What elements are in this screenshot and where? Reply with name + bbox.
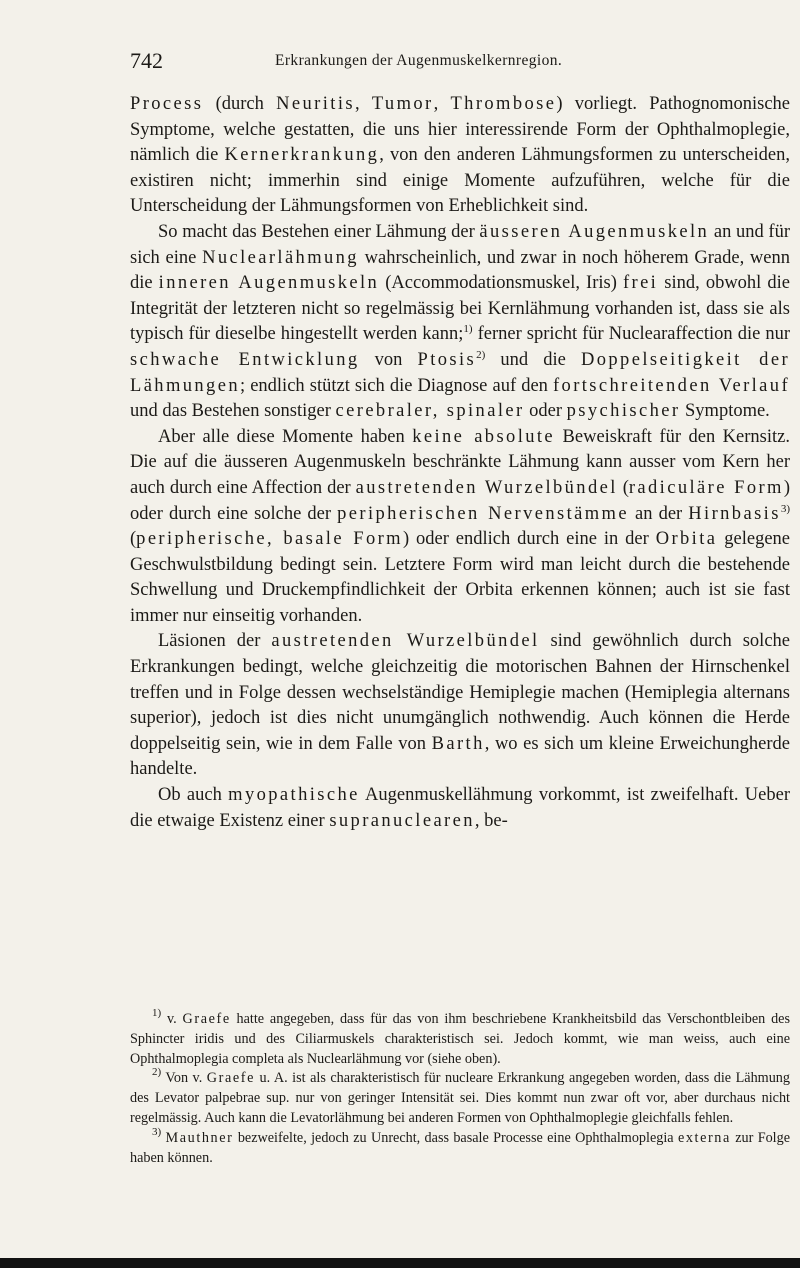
- text-run: Symptome.: [680, 401, 770, 422]
- footnote: [130, 1066, 790, 1128]
- text-run: an der: [628, 503, 689, 524]
- text-run: von: [359, 349, 418, 370]
- paragraph: [130, 92, 790, 220]
- text-run: v.: [161, 1011, 183, 1027]
- emphasized-text: psychischer: [566, 401, 681, 422]
- footnote-marker: 2): [476, 348, 486, 361]
- emphasized-text: Process: [130, 94, 204, 114]
- running-head: Erkrankungen der Augenmuskelkernregion.: [275, 52, 563, 69]
- emphasized-text: Orbita: [655, 529, 718, 550]
- text-run: Von v.: [161, 1070, 207, 1087]
- emphasized-text: myopathische: [228, 785, 360, 806]
- emphasized-text: inneren Augenmuskeln: [158, 273, 380, 294]
- text-run: und das Bestehen sonstiger: [130, 401, 336, 422]
- footnote-marker: 2): [152, 1066, 162, 1079]
- text-run: ,: [433, 94, 451, 114]
- emphasized-text: Barth: [431, 733, 485, 754]
- text-run: (: [130, 529, 137, 550]
- page-bottom-edge: [0, 1258, 800, 1268]
- emphasized-text: Hirnbasis: [688, 503, 781, 524]
- text-run: So macht das Bestehen einer Lähmung der: [158, 221, 480, 242]
- emphasized-text: externa: [677, 1129, 731, 1146]
- emphasized-text: Mauthner: [165, 1129, 234, 1146]
- paragraph: [130, 783, 790, 834]
- emphasized-text: cerebraler, spinaler: [335, 401, 525, 422]
- text-run: gelegene Geschwulstbildung bedingt sein. Letztere Form wird man leicht durch die bestehende Schwellung und Druckempfindlichkeit der Orbita erkennen können; auch ist sie fast immer nur einseitig vorhanden.: [130, 529, 790, 626]
- emphasized-text: keine absolute: [412, 426, 556, 447]
- page-header: [130, 48, 690, 78]
- text-run: an und für sich eine: [130, 221, 790, 268]
- footnote: [130, 1007, 790, 1069]
- emphasized-text: Graefe: [182, 1011, 231, 1027]
- footnote: [130, 1125, 791, 1169]
- footnote-marker: 1): [463, 323, 473, 336]
- text-run: sind gewöhnlich durch solche Erkrankungen bedingt, welche gleichzeitig die motorischen Bahnen der Hirnschenkel treffen und in Folge dessen wechselständige Hemiplegie machen (Hemiplegia alternans superior), jedoch ist dies nicht unumgänglich nothwendig. Auch können die Herde doppelseitig sein, wie in dem Falle von: [130, 631, 790, 754]
- emphasized-text: peripherischen Nervenstämme: [337, 503, 629, 524]
- text-run: ) oder durch eine solche der: [130, 477, 790, 524]
- emphasized-text: Tumor: [371, 94, 434, 114]
- emphasized-text: Neuritis: [276, 94, 355, 114]
- text-run: , be-: [474, 810, 508, 831]
- text-run: sind, obwohl die Integrität der letzteren nicht so regelmässig bei Kernlähmung vorhanden ist, dass sie als typisch für dieselbe hingestellt werden kann;: [130, 273, 790, 345]
- emphasized-text: austretenden Wurzelbündel: [271, 631, 540, 652]
- emphasized-text: supranuclearen: [329, 810, 475, 831]
- text-run: (: [617, 477, 629, 498]
- footnote-marker: 3): [152, 1125, 162, 1138]
- body-text: [130, 92, 790, 834]
- text-run: (durch: [203, 94, 277, 114]
- text-run: Beweiskraft für den Kernsitz. Die auf die äusseren Augenmuskeln beschränkte Lähmung kann ausser vom Kern her auch durch eine Affection der: [130, 426, 790, 498]
- footnote-marker: 3): [780, 502, 790, 515]
- emphasized-text: frei: [622, 273, 659, 294]
- emphasized-text: schwache Entwicklung: [130, 349, 360, 370]
- text-run: ) vorliegt. Pathognomonische Symptome, welche gestatten, die uns hier interessirende Form der Ophthalmoplegie, nämlich die: [130, 94, 791, 166]
- text-run: ; endlich stützt sich die Diagnose auf den: [239, 375, 553, 396]
- text-run: wahrscheinlich, und zwar in noch höherem Grade, wenn die: [130, 247, 790, 294]
- emphasized-text: Doppelseitigkeit der Lähmungen: [130, 349, 791, 396]
- footnote-marker: 1): [152, 1007, 162, 1019]
- text-run: , von den anderen Lähmungsformen zu unterscheiden, existiren nicht; immerhin sind einige Momente aufzuführen, welche für die Unterscheidung der Lähmungsformen von Erheblichkeit sind.: [130, 145, 790, 217]
- text-run: und die: [485, 349, 581, 370]
- emphasized-text: Nuclearlähmung: [202, 247, 359, 268]
- text-run: ,: [354, 94, 372, 114]
- emphasized-text: Thrombose: [450, 94, 557, 114]
- emphasized-text: Graefe: [206, 1070, 255, 1087]
- text-run: ) oder endlich durch eine in der: [402, 529, 656, 550]
- page-number: 742: [130, 48, 163, 73]
- emphasized-text: Ptosis: [417, 349, 477, 370]
- emphasized-text: peripherische, basale Form: [136, 529, 403, 550]
- emphasized-text: radiculäre Form: [628, 477, 784, 498]
- text-run: Ob auch: [158, 785, 229, 806]
- text-run: (Accommodationsmuskel, Iris): [379, 273, 623, 294]
- paragraph: [130, 629, 790, 783]
- text-run: oder: [524, 401, 567, 422]
- text-run: bezweifelte, jedoch zu Unrecht, dass basale Processe eine Ophthalmoplegia: [233, 1129, 678, 1146]
- emphasized-text: äusseren Augenmuskeln: [479, 221, 710, 242]
- text-run: Aber alle diese Momente haben: [158, 426, 413, 447]
- emphasized-text: austretenden Wurzelbündel: [355, 477, 618, 498]
- footnotes: [130, 1007, 791, 1168]
- paragraph: [130, 425, 790, 630]
- text-run: zur Folge haben können.: [130, 1129, 791, 1166]
- text-run: Augenmuskellähmung vorkommt, ist zweifelhaft. Ueber die etwaige Existenz einer: [130, 785, 790, 831]
- text-run: Läsionen der: [158, 631, 272, 652]
- text-run: u. A. ist als charakteristisch für nucleare Erkrankung angegeben worden, dass die Lähmung des Levator palpebrae sup. nur von geringer Intensität sei. Dies kommt nun zwar oft vor, aber durchaus nicht regelmässig. Auch kann die Levatorlähmung bei anderen Formen von Ophthalmoplegie gleichfalls fehlen.: [130, 1070, 790, 1126]
- emphasized-text: fortschreitenden Verlauf: [553, 375, 790, 396]
- text-run: ferner spricht für Nuclearaffection die nur: [472, 324, 790, 345]
- text-run: hatte angegeben, dass für das von ihm beschriebene Krankheitsbild das Verschontbleiben des Sphincter iridis und des Ciliarmuskels charakteristisch sei. Jedoch kommt, wie man weiss, auch eine Ophthalmoplegia completa als Nuclearlähmung vor (siehe oben).: [130, 1011, 790, 1067]
- emphasized-text: Kernerkrankung: [224, 145, 380, 166]
- paragraph: [130, 220, 790, 425]
- text-run: , wo es sich um kleine Erweichungherde handelte.: [130, 733, 790, 780]
